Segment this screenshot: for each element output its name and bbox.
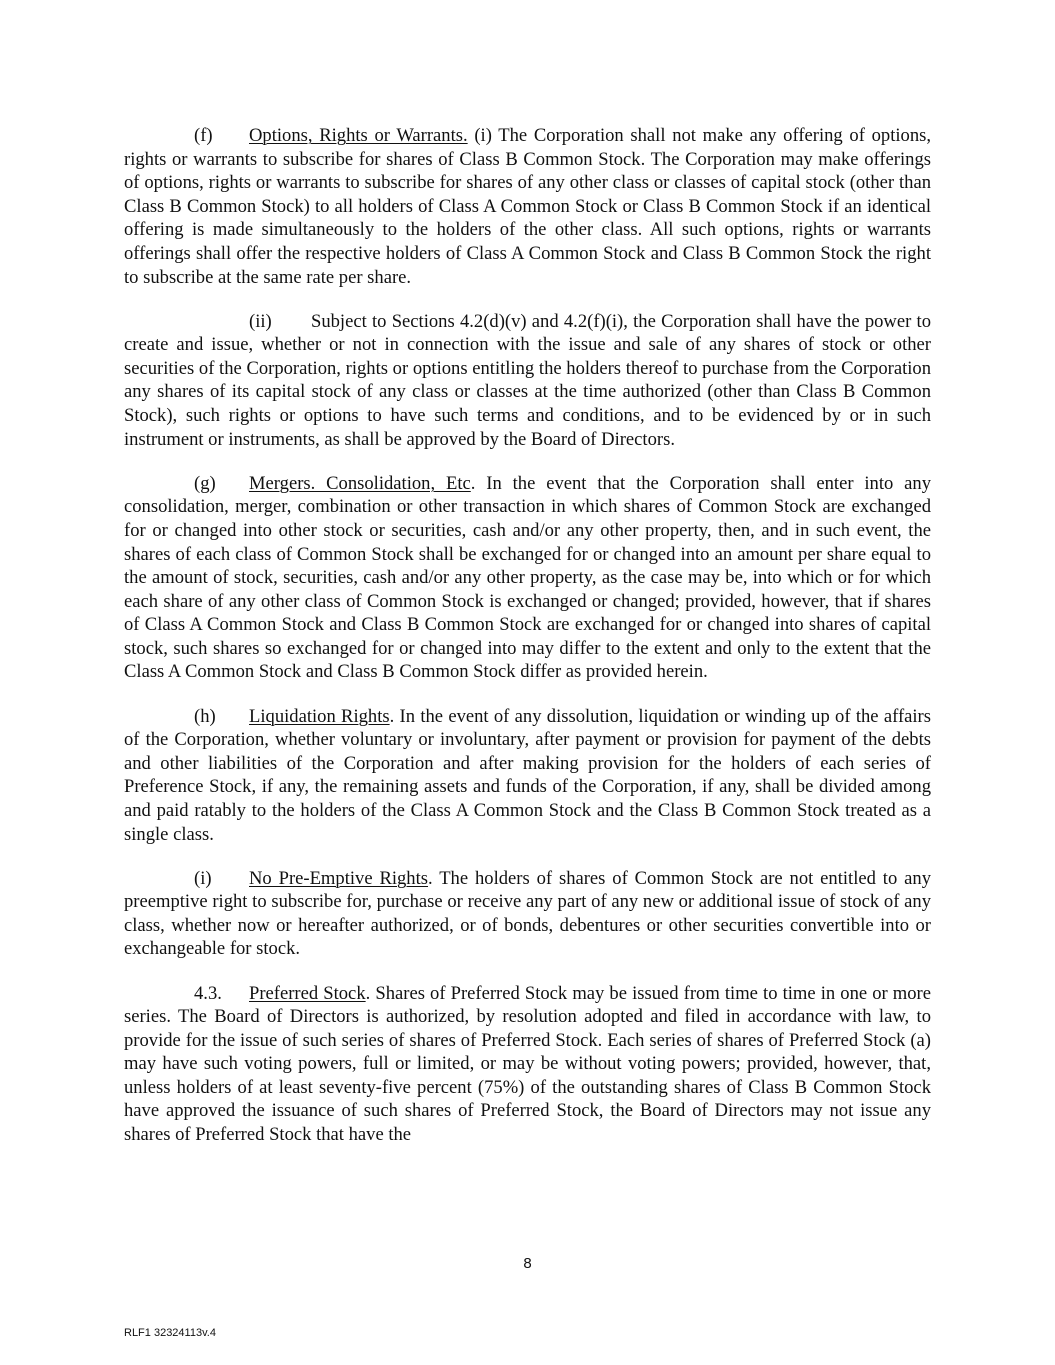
section-i-heading: No Pre-Emptive Rights <box>249 867 429 889</box>
document-id: RLF1 32324113v.4 <box>124 1327 216 1339</box>
section-h-paragraph <box>124 705 931 847</box>
section-4-3-text: . Shares of Preferred Stock may be issued from time to time in one or more series. The Board of Directors is authorized, by resolution adopted and filed in accordance with law, to provide for the issue of such series of shares of Preferred Stock. Each series of shares of Preferred Stock (a) may have such voting powers, full or limited, or may be without voting powers; provided, however, that, unless holders of at least seventy-five percent (75%) of the outstanding shares of Class B Common Stock have approved the issuance of such shares of Preferred Stock, the Board of Directors may not issue any shares of Preferred Stock that have the <box>124 982 932 1146</box>
section-f-ii-text: Subject to Sections 4.2(d)(v) and 4.2(f)(i), the Corporation shall have the power to create and issue, whether or not in connection with the issue and sale of any shares of stock or other securities of the Corporation, rights or options entitling the holders thereof to purchase from the Corporation any shares of its capital stock of any class or classes at the time authorized (other than Class B Common Stock), such rights or options to have such terms and conditions, and to be evidenced by or in such instrument or instruments, as shall be approved by the Board of Directors. <box>124 310 931 450</box>
section-f-paragraph <box>124 124 931 289</box>
section-i-paragraph <box>124 867 931 961</box>
section-i-text: . The holders of shares of Common Stock are not entitled to any preemptive right to subscribe for, purchase or receive any part of any new or additional issue of stock of any class, whether now or hereafter authorized, or of bonds, debentures or other securities convertible into or exchangeable for stock. <box>124 867 931 960</box>
section-4-3-paragraph <box>124 982 931 1147</box>
section-g-label: (g) <box>194 472 216 494</box>
section-f-label: (f) <box>194 125 213 146</box>
section-f-text: (i) The Corporation shall not make any offering of options, rights or warrants to subscribe for shares of Class B Common Stock. The Corporation may make offerings of options, rights or warrants to subscribe for shares of any other class or classes of capital stock (other than Class B Common Stock) to all holders of Class A Common Stock or Class B Common Stock if an identical offering is made simultaneously to the holders of the other class. All such options, rights or warrants offerings shall offer the respective holders of Class A Common Stock and Class B Common Stock the right to subscribe at the same rate per share. <box>124 125 931 288</box>
section-f-ii-paragraph <box>124 310 931 452</box>
section-g-heading: Mergers. Consolidation, Etc <box>249 472 471 494</box>
section-h-text: . In the event of any dissolution, liquidation or winding up of the affairs of the Corporation, whether voluntary or involuntary, after payment or provision for payment of the debts and other liabilities of the Corporation and after making provision for the holders of each series of Preference Stock, if any, the remaining assets and funds of the Corporation, if any, shall be divided among and paid ratably to the holders of the Class A Common Stock and the Class B Common Stock treated as a single class. <box>124 705 931 845</box>
section-g-paragraph <box>124 472 931 684</box>
section-f-heading: Options, Rights or Warrants. <box>249 125 468 146</box>
page-number: 8 <box>523 1255 532 1272</box>
section-h-heading: Liquidation Rights <box>249 705 390 727</box>
document-body <box>124 124 931 1167</box>
section-g-text: . In the event that the Corporation shall enter into any consolidation, merger, combination or other transaction in which shares of Common Stock are exchanged for or changed into other stock or securities, cash and/or any other property, then, and in such event, the shares of each class of Common Stock shall be exchanged for or changed into an amount per share equal to the amount of stock, securities, cash and/or any other property, as the case may be, into which or for which each share of any other class of Common Stock is exchanged or changed; provided, however, that if shares of Class A Common Stock and Class B Common Stock are exchanged for or changed into shares of capital stock, such shares so exchanged for or changed into may differ to the extent and only to the extent that the Class A Common Stock and Class B Common Stock differ as provided herein. <box>124 472 932 683</box>
section-4-3-label: 4.3. <box>194 982 222 1004</box>
section-i-label: (i) <box>194 867 212 889</box>
section-f-ii-label: (ii) <box>249 310 272 332</box>
section-h-label: (h) <box>194 705 216 727</box>
section-4-3-heading: Preferred Stock <box>249 982 366 1004</box>
